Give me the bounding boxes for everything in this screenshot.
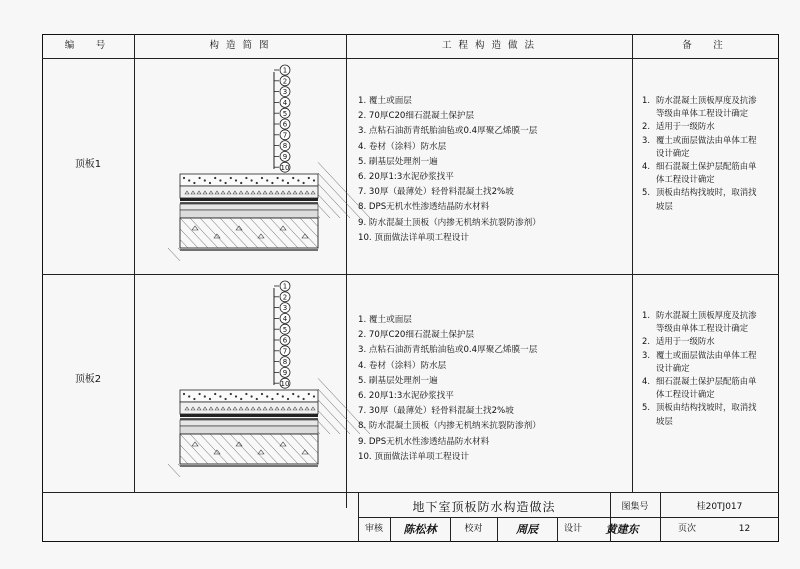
waterproof-layer <box>180 202 318 204</box>
slope-layer <box>180 210 318 218</box>
cover-aggregate <box>230 393 232 395</box>
cover-aggregate <box>219 395 221 397</box>
layer-number: 4 <box>282 99 288 107</box>
cover-aggregate <box>282 179 284 181</box>
note-item <box>642 120 764 133</box>
cover-aggregate <box>199 393 201 395</box>
cover-aggregate <box>204 395 206 397</box>
title-block-divider <box>497 517 498 542</box>
slab-hatch <box>318 400 350 434</box>
layer-number: 5 <box>282 109 288 118</box>
cover-aggregate <box>282 395 284 397</box>
notes-list-1 <box>642 94 764 213</box>
cover-aggregate <box>313 395 315 397</box>
cover-aggregate <box>225 182 227 184</box>
drawing-title: 地下室顶板防水构造做法 <box>412 500 556 514</box>
note-text: 细石混凝土保护层配筋由单体工程设计确定 <box>656 376 757 400</box>
title-block-divider <box>660 492 661 542</box>
cover-aggregate <box>261 393 263 395</box>
cover-aggregate <box>214 177 216 179</box>
note-text: 顶板由结构找坡时，取消找坡层 <box>656 402 757 426</box>
layer-number: 7 <box>282 131 288 140</box>
cover-aggregate <box>219 179 221 181</box>
cover-aggregate <box>199 177 201 179</box>
method-step: 7. 30厚（最薄处）轻骨料混凝土找2%坡 <box>358 406 514 417</box>
cover-aggregate <box>193 182 195 184</box>
cover-aggregate <box>313 179 315 181</box>
cover-aggregate <box>297 179 299 181</box>
slab-hatch <box>168 248 180 261</box>
cover-aggregate <box>245 393 247 395</box>
method-step: 8. 防水混凝土顶板（内掺无机纳米抗裂防渗剂） <box>358 421 541 432</box>
cover-aggregate <box>297 395 299 397</box>
layer-number: 1 <box>282 282 288 291</box>
cover-aggregate <box>209 398 211 400</box>
layer-number: 7 <box>282 347 288 356</box>
method-list-1 <box>358 94 541 246</box>
page-number: 12 <box>738 524 751 534</box>
header-diagram: 构 造 简 图 <box>209 40 271 51</box>
cover-aggregate <box>308 177 310 179</box>
note-item <box>642 375 764 401</box>
header-notes: 备 注 <box>682 40 729 51</box>
method-step: 8. DPS无机水性渗透结晶防水材料 <box>358 202 490 213</box>
cover-aggregate <box>277 177 279 179</box>
review-signature: 陈松林 <box>403 523 437 536</box>
screed-layer <box>180 420 318 426</box>
layer-number: 1 <box>282 66 288 75</box>
cover-aggregate <box>209 182 211 184</box>
note-item <box>642 134 764 160</box>
screed-layer <box>180 204 318 210</box>
slab-hatch <box>318 421 330 434</box>
cover-aggregate <box>188 395 190 397</box>
note-num: 4. <box>642 376 650 387</box>
note-text: 覆土或面层做法由单体工程设计确定 <box>656 349 757 373</box>
note-num: 2. <box>642 336 650 347</box>
cover-aggregate <box>240 398 242 400</box>
cover-aggregate <box>271 182 273 184</box>
cover-aggregate <box>214 393 216 395</box>
cover-aggregate <box>225 398 227 400</box>
note-item <box>642 335 764 348</box>
layer-number: 8 <box>282 142 288 151</box>
note-num: 1. <box>642 95 650 105</box>
slab-hatch <box>168 464 180 477</box>
note-text: 顶板由结构找坡时，取消找坡层 <box>656 187 757 211</box>
method-step: 4. 卷材（涂料）防水层 <box>358 360 447 371</box>
cover-aggregate <box>303 182 305 184</box>
cover-aggregate <box>292 177 294 179</box>
note-text: 防水混凝土顶板厚度及抗渗等级由单体工程设计确定 <box>656 95 757 119</box>
slab-hatch <box>318 173 360 218</box>
cover-aggregate <box>261 177 263 179</box>
note-num: 4. <box>642 161 650 172</box>
cover-aggregate <box>256 182 258 184</box>
cover-layer <box>180 390 318 402</box>
method-step: 2. 70厚C20细石混凝土保护层 <box>358 111 475 122</box>
header-method: 工 程 构 造 做 法 <box>441 40 537 51</box>
cover-aggregate <box>235 179 237 181</box>
note-item <box>642 309 764 335</box>
layer-number: 9 <box>282 369 288 377</box>
note-text: 适用于一级防水 <box>656 336 715 347</box>
cover-aggregate <box>235 395 237 397</box>
method-step: 7. 30厚（最薄处）轻骨料混凝土找2%坡 <box>358 187 514 198</box>
concrete-protection-layer <box>180 186 318 198</box>
method-step: 1. 覆土或面层 <box>358 315 412 325</box>
layer-number: 3 <box>282 304 288 313</box>
concrete-slab <box>180 434 318 464</box>
note-num: 5. <box>642 187 650 198</box>
cover-aggregate <box>287 398 289 400</box>
cover-aggregate <box>188 179 190 181</box>
note-num: 1. <box>642 310 650 320</box>
cover-aggregate <box>193 398 195 400</box>
concrete-slab <box>180 218 318 248</box>
note-item <box>642 94 764 120</box>
cover-aggregate <box>204 179 206 181</box>
atlas-label: 图集号 <box>621 502 649 512</box>
header-no: 编 号 <box>64 40 112 51</box>
note-num: 5. <box>642 402 650 413</box>
note-num: 3. <box>642 349 650 360</box>
layer-number: 10 <box>280 163 290 172</box>
method-list-2 <box>358 313 541 465</box>
cover-aggregate <box>277 393 279 395</box>
cover-aggregate <box>271 398 273 400</box>
design-signature: 黄建东 <box>605 523 639 536</box>
note-num: 3. <box>642 134 650 145</box>
check-label: 校对 <box>464 524 483 534</box>
slab-hatch <box>318 205 330 218</box>
method-step: 5. 刷基层处理剂一遍 <box>358 375 438 386</box>
cover-aggregate <box>266 395 268 397</box>
method-step: 6. 20厚1:3水泥砂浆找平 <box>358 172 454 183</box>
design-label: 设计 <box>563 524 582 534</box>
cover-aggregate <box>245 177 247 179</box>
layer-number: 5 <box>282 325 288 334</box>
slab-hatch <box>318 194 340 218</box>
review-label: 审核 <box>364 524 383 534</box>
notes-list-2 <box>642 309 764 428</box>
layer-number: 3 <box>282 88 288 97</box>
note-item <box>642 186 764 212</box>
page-label: 页次 <box>677 524 696 534</box>
concrete-protection-layer <box>180 402 318 414</box>
note-text: 细石混凝土保护层配筋由单体工程设计确定 <box>656 161 757 185</box>
row-label: 顶板2 <box>74 374 102 385</box>
cover-layer <box>180 174 318 186</box>
row-label: 顶板1 <box>74 159 102 170</box>
cover-aggregate <box>251 395 253 397</box>
slab-hatch <box>318 389 360 434</box>
note-text: 适用于一级防水 <box>656 121 715 132</box>
method-step: 10. 顶面做法详单项工程设计 <box>358 232 469 243</box>
method-step: 1. 覆土或面层 <box>358 96 412 106</box>
method-step: 9. 防水混凝土顶板（内掺无机纳米抗裂防渗剂） <box>358 217 541 228</box>
slab-hatch <box>318 184 350 218</box>
cover-aggregate <box>292 393 294 395</box>
title-block-divider <box>358 517 779 518</box>
method-step: 6. 20厚1:3水泥砂浆找平 <box>358 391 454 402</box>
cover-aggregate <box>251 179 253 181</box>
cover-aggregate <box>266 179 268 181</box>
membrane-layer <box>180 198 318 201</box>
cover-aggregate <box>256 398 258 400</box>
layer-number: 4 <box>282 315 288 323</box>
slab-hatch <box>318 410 340 434</box>
layer-number: 6 <box>282 336 288 345</box>
note-text: 防水混凝土顶板厚度及抗渗等级由单体工程设计确定 <box>656 310 757 334</box>
membrane-layer <box>180 414 318 417</box>
method-step: 5. 刷基层处理剂一遍 <box>358 156 438 167</box>
cover-aggregate <box>230 177 232 179</box>
cover-aggregate <box>183 177 185 179</box>
method-step: 4. 卷材（涂料）防水层 <box>358 141 447 152</box>
check-signature: 周辰 <box>516 523 538 536</box>
atlas-number: 桂20TJ017 <box>696 502 743 512</box>
layer-number: 6 <box>282 120 288 129</box>
cover-aggregate <box>183 393 185 395</box>
note-item <box>642 401 764 427</box>
method-step: 9. DPS无机水性渗透结晶防水材料 <box>358 436 490 447</box>
layer-number: 8 <box>282 358 288 367</box>
slope-layer <box>180 426 318 434</box>
method-step: 3. 点粘石油沥青纸胎油毡或0.4厚聚乙烯膜一层 <box>358 345 538 356</box>
cover-aggregate <box>287 182 289 184</box>
note-text: 覆土或面层做法由单体工程设计确定 <box>656 134 757 158</box>
layer-number: 2 <box>282 293 288 302</box>
method-step: 10. 顶面做法详单项工程设计 <box>358 451 469 462</box>
note-num: 2. <box>642 121 650 132</box>
method-step: 2. 70厚C20细石混凝土保护层 <box>358 330 475 341</box>
layer-number: 9 <box>282 153 288 161</box>
note-item <box>642 349 764 375</box>
method-step: 3. 点粘石油沥青纸胎油毡或0.4厚聚乙烯膜一层 <box>358 126 538 137</box>
layer-number: 2 <box>282 77 288 86</box>
layer-number: 10 <box>280 379 290 388</box>
cover-aggregate <box>303 398 305 400</box>
cover-aggregate <box>240 182 242 184</box>
note-item <box>642 160 764 186</box>
cover-aggregate <box>308 393 310 395</box>
title-block-divider <box>390 517 391 542</box>
